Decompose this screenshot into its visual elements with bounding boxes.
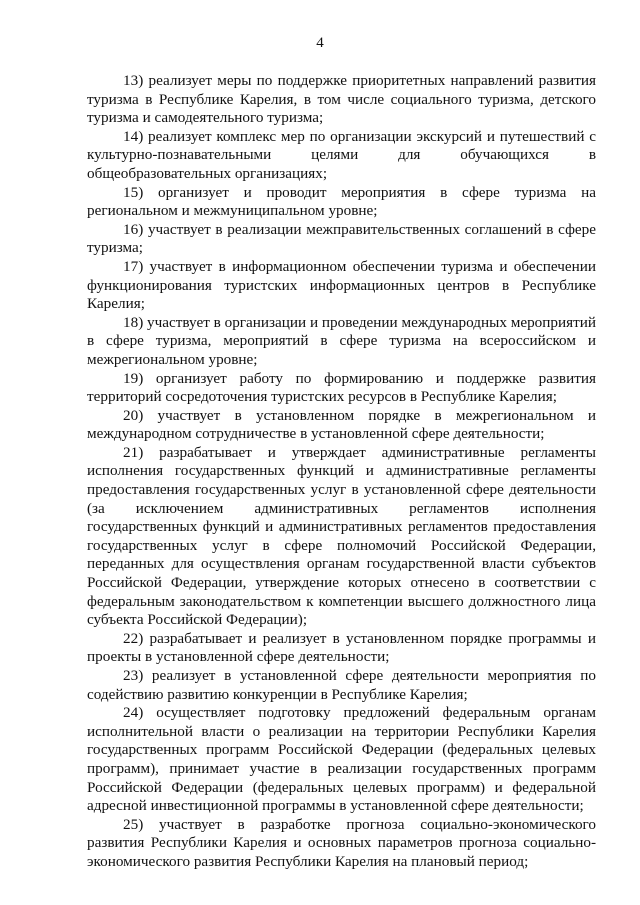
paragraph-item-23: 23) реализует в установленной сфере деятельности мероприятия по содействию развитию конкуренции в Республике Карелия; — [87, 667, 596, 703]
paragraph-item-18: 18) участвует в организации и проведении международных мероприятий в сфере туризма, мероприятий в сфере туризма на всероссийском и межрегиональном уровне; — [87, 313, 596, 368]
paragraph-item-15: 15) организует и проводит мероприятия в сфере туризма на региональном и межмуниципальном уровне; — [87, 183, 596, 220]
paragraph-item-24: 24) осуществляет подготовку предложений федеральным органам исполнительной власти о реализации на территории Республики Карелия государственных программ Российской Федерации (федеральных целевых программ), принимает участие в реализации государственных программ Российской Федерации (федеральных целевых программ) и федеральной адресной инвестиционной программы в установленной сфере деятельности; — [87, 704, 596, 815]
page-number: 4 — [316, 35, 324, 51]
paragraph-item-16: 16) участвует в реализации межправительственных соглашений в сфере туризма; — [87, 220, 596, 257]
document-body — [87, 72, 596, 872]
paragraph-item-21: 21) разрабатывает и утверждает административные регламенты исполнения государственных функций и административные регламенты предоставления государственных услуг в установленной сфере деятельности (за исключением административных регламентов исполнения государственных функций и административных регламентов предоставления государственных услуг в сфере полномочий Российской Федерации, переданных для осуществления органам государственной власти субъектов Российской Федерации, утверждение которых отнесено в соответствии с федеральным законодательством к компетенции высшего должностного лица субъекта Российской Федерации); — [87, 443, 596, 629]
paragraph-item-19: 19) организует работу по формированию и поддержке развития территорий сосредоточения туристских ресурсов в Республике Карелия; — [87, 369, 596, 406]
paragraph-item-17: 17) участвует в информационном обеспечении туризма и обеспечении функционирования туристских информационных центров в Республике Карелия; — [87, 257, 596, 313]
paragraph-item-13: 13) реализует меры по поддержке приоритетных направлений развития туризма в Республике Карелия, в том числе социального туризма, детского туризма и самодеятельного туризма; — [87, 72, 596, 127]
paragraph-item-22: 22) разрабатывает и реализует в установленном порядке программы и проекты в установленной сфере деятельности; — [87, 629, 596, 666]
paragraph-item-14: 14) реализует комплекс мер по организации экскурсий и путешествий с культурно-познавательными целями для обучающихся в общеобразовательных организациях; — [87, 127, 596, 182]
paragraph-item-20: 20) участвует в установленном порядке в межрегиональном и международном сотрудничестве в установленной сфере деятельности; — [87, 406, 596, 443]
paragraph-item-25: 25) участвует в разработке прогноза социально-экономического развития Республики Карелия и основных параметров прогноза социально-экономического развития Республики Карелия на плановый период; — [87, 815, 596, 870]
